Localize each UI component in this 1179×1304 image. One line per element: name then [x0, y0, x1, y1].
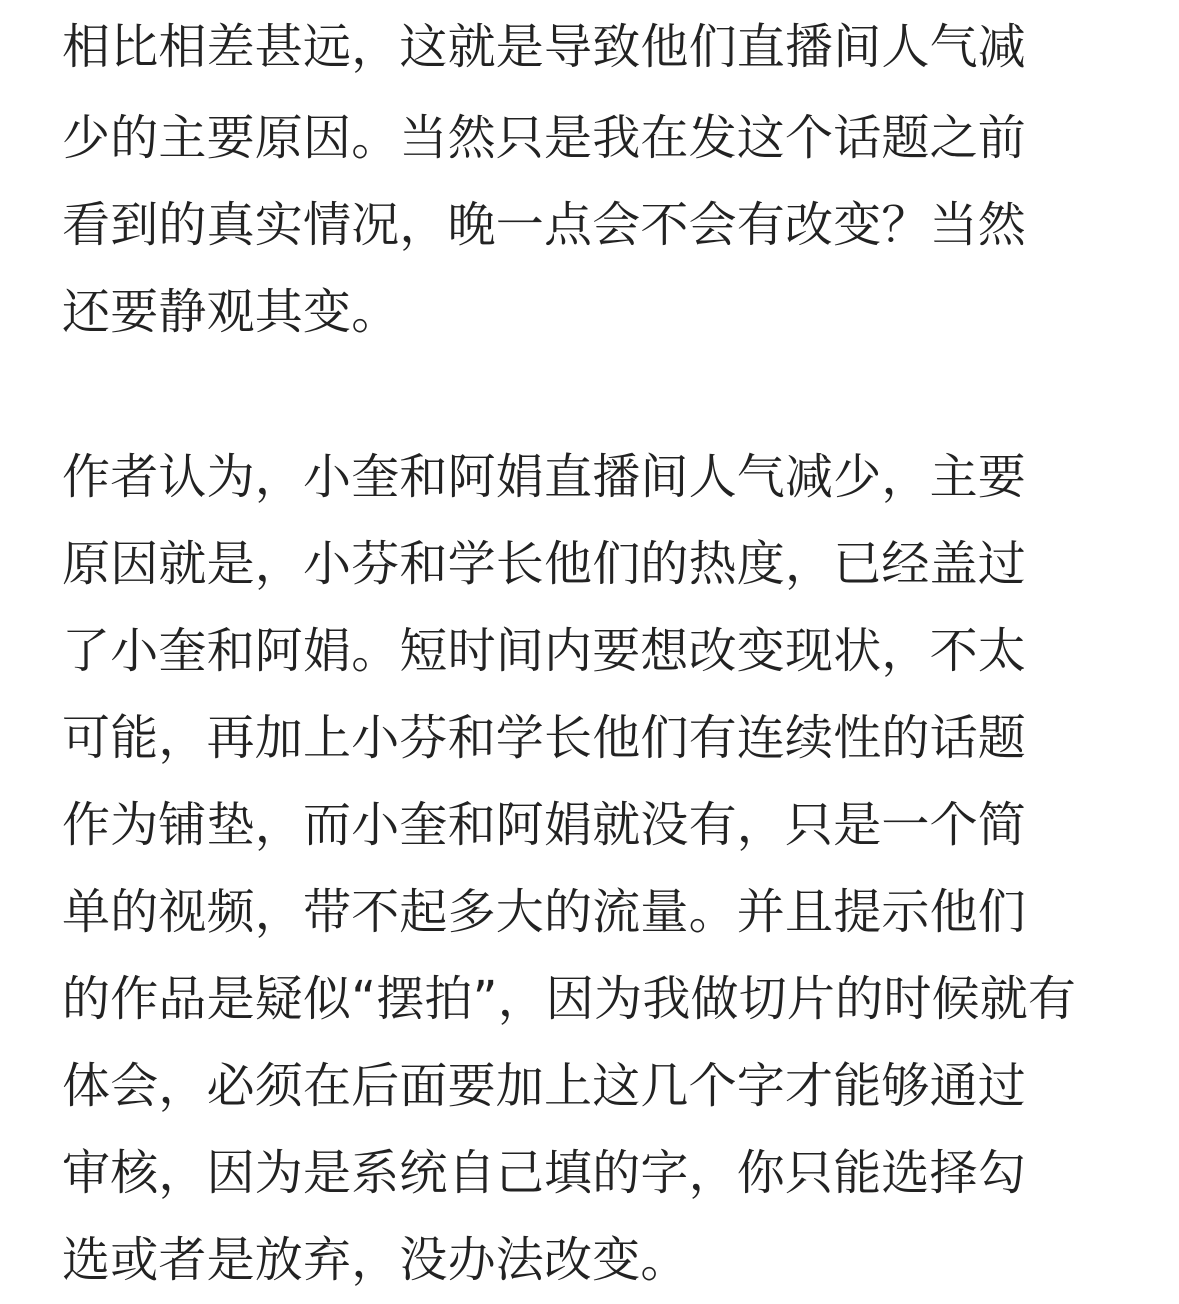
- paragraph-line: 看到的真实情况，晚一点会不会有改变？当然: [62, 197, 1027, 253]
- paragraph-line: 了小奎和阿娟。短时间内要想改变现状，不太: [62, 623, 1027, 679]
- paragraph-line: 少的主要原因。当然只是我在发这个话题之前: [62, 110, 1027, 166]
- paragraph: [62, 434, 1122, 1304]
- paragraph-line: 审核，因为是系统自己填的字，你只能选择勾: [62, 1145, 1027, 1201]
- paragraph-line: 单的视频，带不起多大的流量。并且提示他们: [62, 884, 1027, 940]
- article-body: [62, 0, 1122, 1304]
- paragraph-line: 的作品是疑似“摆拍”，因为我做切片的时候就有: [62, 971, 1077, 1027]
- paragraph-line: 作者认为，小奎和阿娟直播间人气减少，主要: [62, 449, 1027, 505]
- paragraph-line: 可能，再加上小芬和学长他们有连续性的话题: [62, 710, 1027, 766]
- paragraph-line: 选或者是放弃，没办法改变。: [62, 1232, 689, 1288]
- paragraph-line: 相比相差甚远，这就是导致他们直播间人气减: [62, 19, 1027, 75]
- paragraph-line: 体会，必须在后面要加上这几个字才能够通过: [62, 1058, 1027, 1114]
- paragraph-line: 作为铺垫，而小奎和阿娟就没有，只是一个简: [62, 797, 1027, 853]
- paragraph-line: 还要静观其变。: [62, 284, 400, 340]
- paragraph: [62, 0, 1122, 356]
- paragraph-line: 原因就是，小芬和学长他们的热度，已经盖过: [62, 536, 1027, 592]
